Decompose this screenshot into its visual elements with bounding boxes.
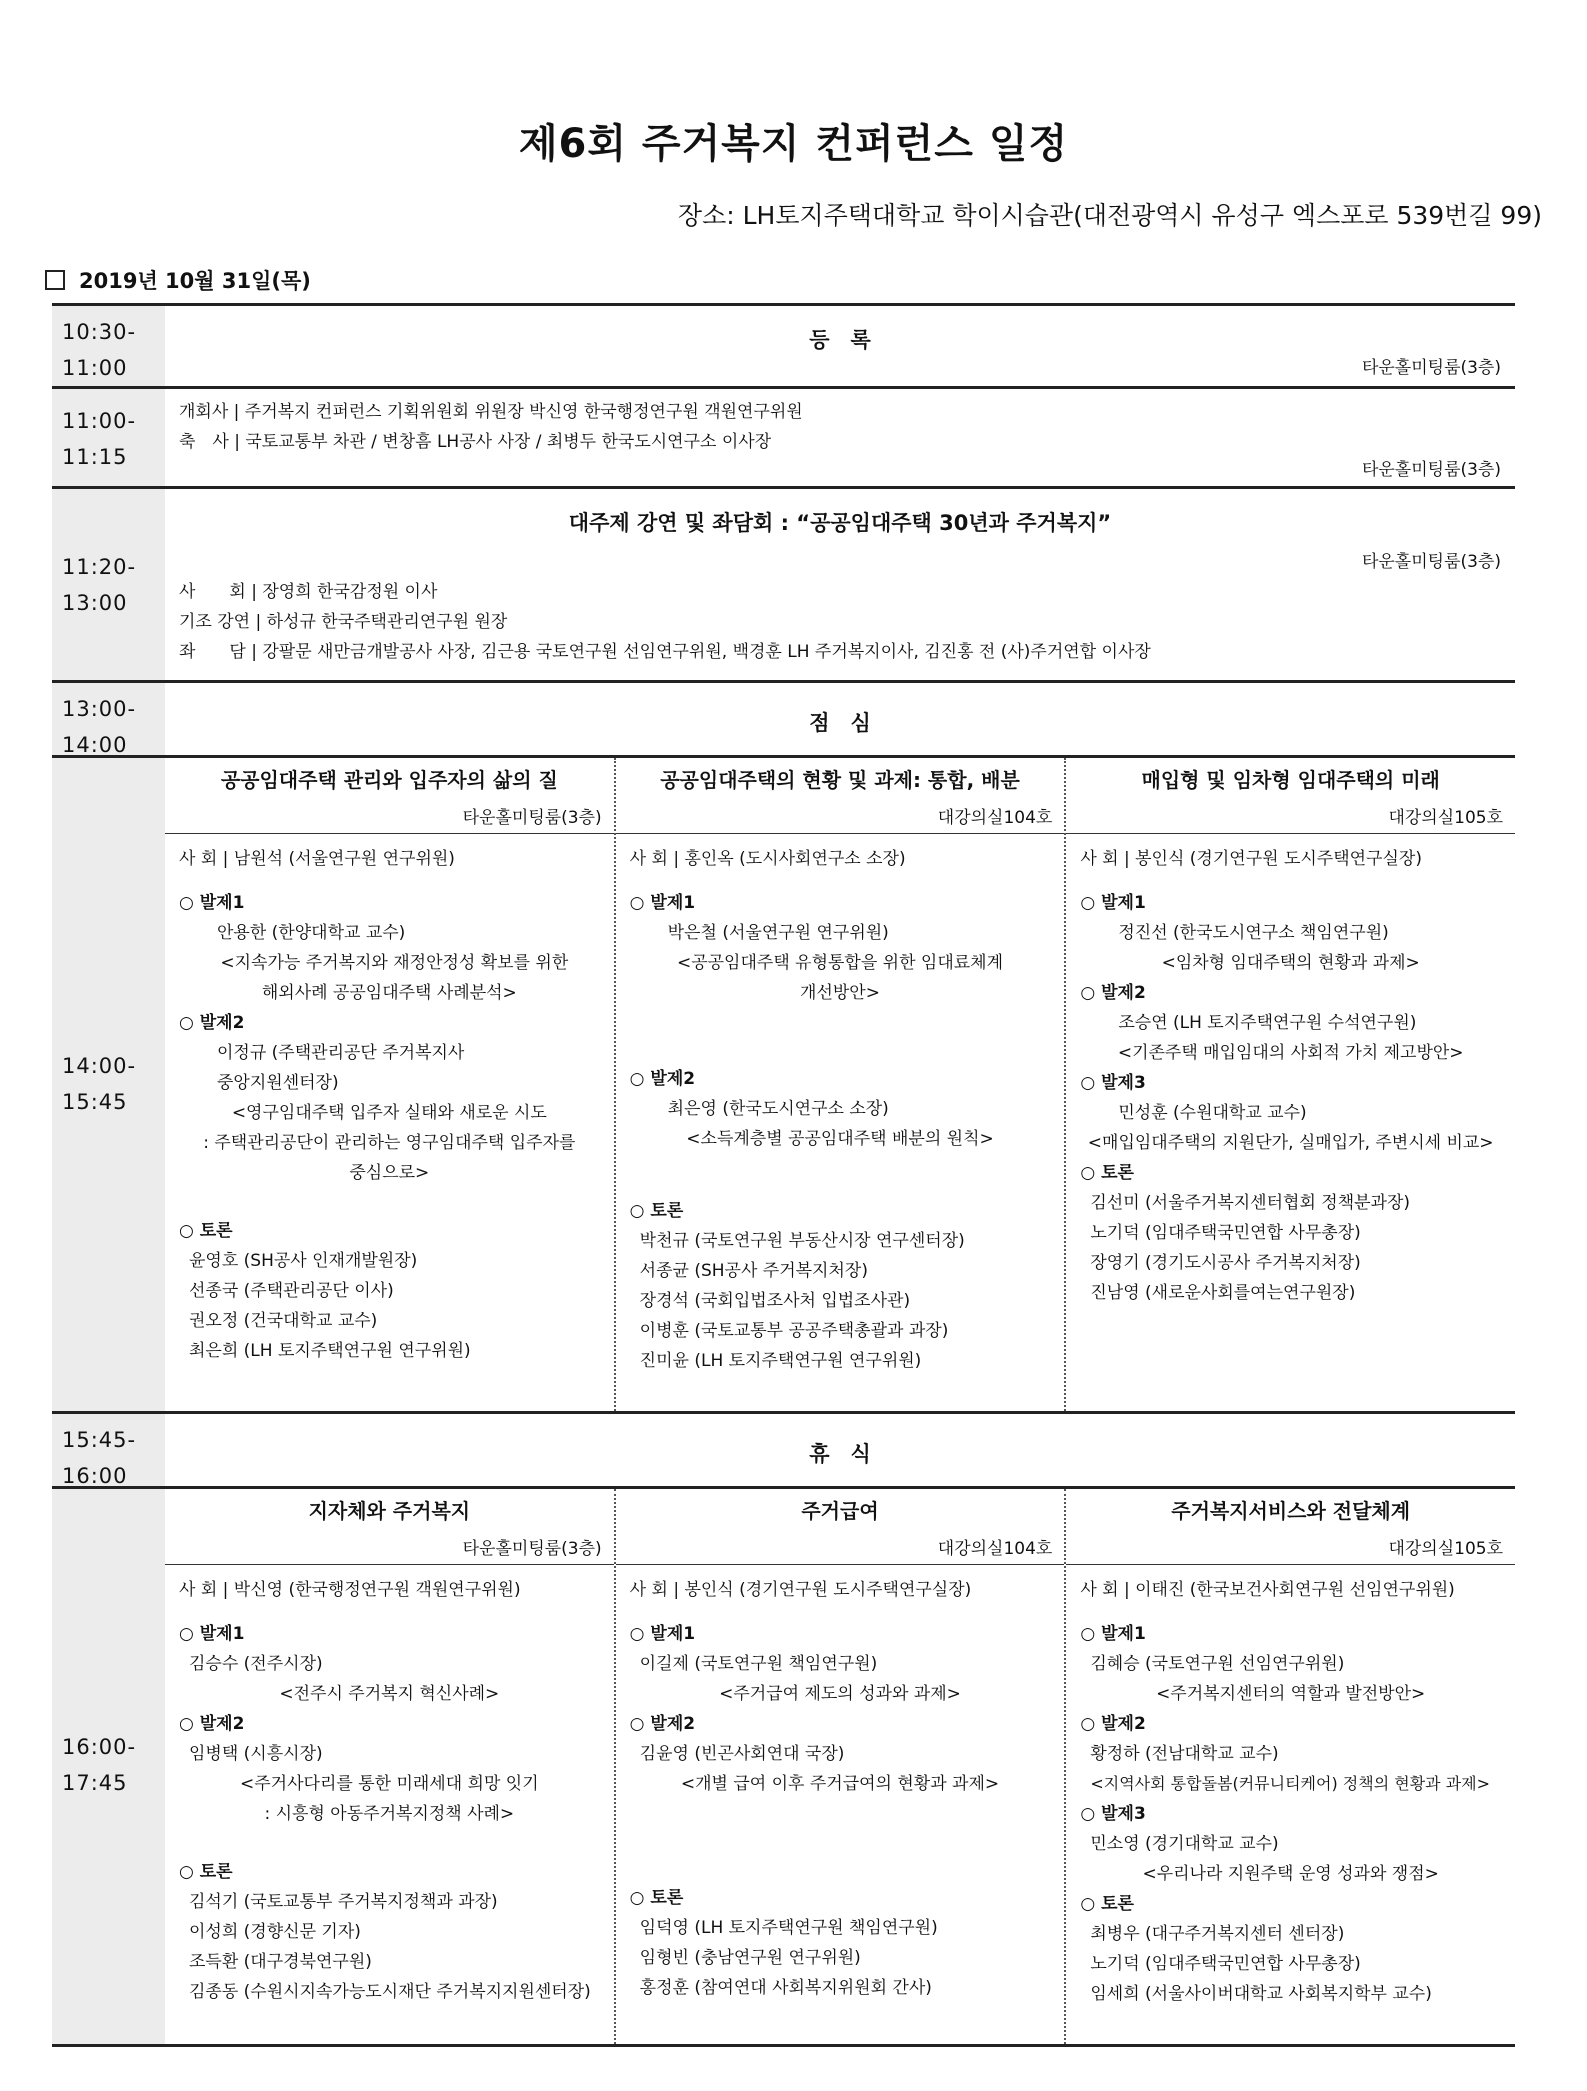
presenter: 이길제 (국토연구원 책임연구원) [639, 1654, 878, 1674]
keynote-title: 대주제 강연 및 좌담회 : “공공임대주택 30년과 주거복지” [568, 511, 1112, 535]
discussant: 임덕영 (LH 토지주택연구원 책임연구원) [639, 1918, 938, 1938]
discussant: 선종국 (주택관리공단 이사) [189, 1281, 394, 1301]
lunch-content [165, 683, 1515, 755]
discussant: 윤영호 (SH공사 인재개발원장) [189, 1251, 418, 1271]
presentation-topic: 해외사례 공공임대주택 사례분석> [261, 983, 517, 1003]
presentation-topic: 중심으로> [349, 1163, 430, 1183]
presenter: 황정하 (전남대학교 교수) [1090, 1744, 1279, 1764]
presentation-topic: <기존주택 매입임대의 사회적 가치 제고방안> [1117, 1043, 1464, 1063]
discussant: 이병훈 (국토교통부 공공주택총괄과 과장) [639, 1321, 949, 1341]
row-session-2 [52, 1486, 1515, 2044]
presentation-2-heading: ○ 발제2 [1080, 1714, 1146, 1734]
presenter: 조승연 (LH 토지주택연구원 수석연구원) [1118, 1013, 1417, 1033]
discussant: 진남영 (새로운사회를여는연구원장) [1090, 1283, 1356, 1303]
presenter: 안용한 (한양대학교 교수) [217, 923, 406, 943]
presenter: 정진선 (한국도시연구소 책임연구원) [1118, 923, 1389, 943]
discussant: 최은희 (LH 토지주택연구원 연구위원) [189, 1341, 471, 1361]
discussant: 이성희 (경향신문 기자) [189, 1922, 361, 1942]
presentation-topic: <지역사회 통합돌봄(커뮤니티케어) 정책의 현황과 과제> [1090, 1774, 1491, 1793]
presentation-2-heading: ○ 발제2 [629, 1714, 696, 1734]
presenter: 김승수 (전주시장) [189, 1654, 323, 1674]
presentation-topic: <우리나라 지원주택 운영 성과와 쟁점> [1142, 1864, 1439, 1884]
time-cell [52, 1489, 165, 2044]
presentation-topic: <주거사다리를 통한 미래세대 희망 잇기 [240, 1774, 539, 1794]
discussant: 김선미 (서울주거복지센터협회 정책분과장) [1090, 1193, 1411, 1213]
break-title: 휴 식 [809, 1442, 871, 1466]
keynote-content [165, 489, 1515, 680]
presentation-topic: <개별 급여 이후 주거급여의 현황과 과제> [680, 1774, 1000, 1794]
time-end: 13:00 [62, 591, 128, 615]
presentation-topic: <공공임대주택 유형통합을 위한 임대료체계 [676, 953, 1004, 973]
room-label: 타운홀미팅룸(3층) [1361, 460, 1501, 480]
presentation-topic: : 시흥형 아동주거복지정책 사례> [264, 1804, 515, 1824]
time-cell [52, 1414, 165, 1486]
row-opening [52, 386, 1515, 486]
discussant: 김종동 (수원시지속가능도시재단 주거복지지원센터장) [189, 1982, 591, 2002]
time-cell [52, 758, 165, 1411]
discussion-heading: ○ 토론 [179, 1862, 233, 1882]
presentation-3-heading: ○ 발제3 [1080, 1073, 1146, 1093]
discussant: 장영기 (경기도시공사 주거복지처장) [1090, 1253, 1361, 1273]
row-lunch [52, 680, 1515, 755]
presentation-2-heading: ○ 발제2 [1080, 983, 1146, 1003]
presenter: 중앙지원센터장) [217, 1073, 339, 1093]
room-label: 대강의실104호 [937, 1539, 1053, 1559]
time-end: 15:45 [62, 1090, 128, 1114]
registration-title: 등 록 [809, 328, 871, 352]
venue: 장소: LH토지주택대학교 학이시습관(대전광역시 유성구 엑스포로 539번길 99) [677, 201, 1542, 230]
presenter: 민소영 (경기대학교 교수) [1090, 1834, 1279, 1854]
presentation-topic: : 주택관리공단이 관리하는 영구임대주택 입주자를 [203, 1133, 576, 1153]
discussant: 권오정 (건국대학교 교수) [189, 1311, 378, 1331]
discussant: 노기덕 (임대주택국민연합 사무총장) [1090, 1954, 1361, 1974]
keynote-panel: 좌 담 | 강팔문 새만금개발공사 사장, 김근용 국토연구원 선임연구위원, 백경훈 LH 주거복지이사, 김진홍 전 (사)주거연합 이사장 [179, 642, 1151, 662]
track-title: 매입형 및 임차형 임대주택의 미래 [1141, 768, 1440, 792]
discussion-heading: ○ 토론 [179, 1221, 233, 1241]
presenter: 김혜승 (국토연구원 선임연구위원) [1090, 1654, 1345, 1674]
discussion-heading: ○ 토론 [1080, 1894, 1134, 1914]
presenter: 민성훈 (수원대학교 교수) [1118, 1103, 1307, 1123]
checkbox-icon [45, 270, 65, 290]
presenter: 김윤영 (빈곤사회연대 국장) [639, 1744, 845, 1764]
session-1-track-1 [165, 758, 614, 1411]
row-keynote [52, 486, 1515, 680]
schedule-table [52, 303, 1515, 2047]
discussion-heading: ○ 토론 [1080, 1163, 1134, 1183]
presentation-topic: 개선방안> [800, 983, 880, 1003]
time-cell [52, 489, 165, 680]
time-cell [52, 683, 165, 755]
presentation-topic: <지속가능 주거복지와 재정안정성 확보를 위한 [220, 953, 569, 973]
time-start: 14:00- [62, 1054, 137, 1078]
date-heading [45, 265, 311, 295]
track-title: 주거복지서비스와 전달체계 [1171, 1499, 1411, 1523]
room-label: 타운홀미팅룸(3층) [462, 808, 602, 828]
keynote-speaker: 기조 강연 | 하성규 한국주택관리연구원 원장 [179, 612, 508, 632]
presentation-1-heading: ○ 발제1 [629, 893, 696, 913]
presentation-topic: <전주시 주거복지 혁신사례> [279, 1684, 500, 1704]
discussion-heading: ○ 토론 [629, 1201, 684, 1221]
presentation-1-heading: ○ 발제1 [179, 1624, 245, 1644]
discussant: 조득환 (대구경북연구원) [189, 1952, 372, 1972]
discussant: 노기덕 (임대주택국민연합 사무총장) [1090, 1223, 1361, 1243]
time-start: 10:30- [62, 320, 137, 344]
moderator: 사 회 | 박신영 (한국행정연구원 객원연구위원) [179, 1580, 521, 1600]
moderator: 사 회 | 이태진 (한국보건사회연구원 선임연구위원) [1080, 1580, 1455, 1600]
row-session-1 [52, 755, 1515, 1411]
discussant: 박천규 (국토연구원 부동산시장 연구센터장) [639, 1231, 965, 1251]
time-start: 11:20- [62, 555, 137, 579]
page-title: 제6회 주거복지 컨퍼런스 일정 [518, 121, 1069, 167]
break-content [165, 1414, 1515, 1486]
discussant: 임형빈 (충남연구원 연구위원) [639, 1948, 861, 1968]
moderator: 사 회 | 홍인옥 (도시사회연구소 소장) [629, 849, 906, 869]
discussant: 김석기 (국토교통부 주거복지정책과 과장) [189, 1892, 498, 1912]
time-end: 17:45 [62, 1771, 128, 1795]
session-2-track-3 [1064, 1489, 1515, 2044]
time-end: 16:00 [62, 1464, 128, 1488]
row-break [52, 1411, 1515, 1486]
time-end: 11:00 [62, 356, 128, 380]
presentation-2-heading: ○ 발제2 [179, 1013, 245, 1033]
congratulatory-speech: 축 사 | 국토교통부 차관 / 변창흠 LH공사 사장 / 최병두 한국도시연구소 이사장 [179, 432, 772, 452]
presentation-topic: <소득계층별 공공임대주택 배분의 원칙> [686, 1129, 994, 1149]
discussant: 서종균 (SH공사 주거복지처장) [639, 1261, 868, 1281]
presentation-1-heading: ○ 발제1 [1080, 893, 1146, 913]
presentation-2-heading: ○ 발제2 [179, 1714, 245, 1734]
time-cell [52, 306, 165, 386]
room-label: 대강의실104호 [937, 808, 1053, 828]
registration-content [165, 306, 1515, 386]
time-cell [52, 389, 165, 486]
presentation-topic: <주거복지센터의 역할과 발전방안> [1156, 1684, 1426, 1704]
session-1-track-3 [1064, 758, 1515, 1411]
room-label: 대강의실105호 [1388, 1539, 1504, 1559]
discussant: 진미윤 (LH 토지주택연구원 연구위원) [639, 1351, 922, 1371]
session-2-track-1 [165, 1489, 614, 2044]
track-title: 공공임대주택 관리와 입주자의 삶의 질 [220, 768, 558, 792]
room-label: 타운홀미팅룸(3층) [462, 1539, 602, 1559]
time-end: 11:15 [62, 445, 128, 469]
session-2-track-2 [614, 1489, 1065, 2044]
row-registration [52, 306, 1515, 386]
opening-speech: 개회사 | 주거복지 컨퍼런스 기획위원회 위원장 박신영 한국행정연구원 객원연구위원 [179, 402, 803, 422]
presentation-topic: <임차형 임대주택의 현황과 과제> [1161, 953, 1420, 973]
date-text: 2019년 10월 31일(목) [79, 269, 311, 293]
discussant: 임세희 (서울사이버대학교 사회복지학부 교수) [1090, 1984, 1432, 2004]
time-start: 11:00- [62, 409, 137, 433]
track-title: 주거급여 [801, 1499, 879, 1523]
presentation-topic: <영구임대주택 입주자 실태와 새로운 시도 [231, 1103, 547, 1123]
presentation-1-heading: ○ 발제1 [1080, 1624, 1146, 1644]
track-title: 공공임대주택의 현황 및 과제: 통합, 배분 [660, 768, 1020, 792]
room-label: 타운홀미팅룸(3층) [1361, 552, 1501, 572]
discussant: 장경석 (국회입법조사처 입법조사관) [639, 1291, 911, 1311]
session-1-track-2 [614, 758, 1065, 1411]
presentation-1-heading: ○ 발제1 [629, 1624, 696, 1644]
presentation-1-heading: ○ 발제1 [179, 893, 245, 913]
time-start: 13:00- [62, 697, 137, 721]
presentation-topic: <주거급여 제도의 성과와 과제> [719, 1684, 961, 1704]
room-label: 타운홀미팅룸(3층) [1361, 358, 1501, 378]
discussion-heading: ○ 토론 [629, 1888, 684, 1908]
discussant: 홍정훈 (참여연대 사회복지위원회 간사) [639, 1978, 932, 1998]
presenter: 박은철 (서울연구원 연구위원) [667, 923, 889, 943]
track-title: 지자체와 주거복지 [308, 1499, 471, 1523]
opening-content [165, 389, 1515, 486]
lunch-title: 점 심 [809, 711, 871, 735]
moderator: 사 회 | 봉인식 (경기연구원 도시주택연구실장) [629, 1580, 972, 1600]
session-1-content [165, 758, 1515, 1411]
keynote-moderator: 사 회 | 장영희 한국감정원 이사 [179, 582, 438, 602]
session-2-content [165, 1489, 1515, 2044]
presentation-topic: <매입임대주택의 지원단가, 실매입가, 주변시세 비교> [1087, 1133, 1494, 1153]
presenter: 이정규 (주택관리공단 주거복지사 [217, 1043, 465, 1063]
presentation-3-heading: ○ 발제3 [1080, 1804, 1146, 1824]
time-start: 15:45- [62, 1428, 137, 1452]
time-start: 16:00- [62, 1735, 137, 1759]
moderator: 사 회 | 남원석 (서울연구원 연구위원) [179, 849, 455, 869]
room-label: 대강의실105호 [1388, 808, 1504, 828]
presenter: 임병택 (시흥시장) [189, 1744, 323, 1764]
time-end: 14:00 [62, 733, 128, 757]
presentation-2-heading: ○ 발제2 [629, 1069, 696, 1089]
presenter: 최은영 (한국도시연구소 소장) [667, 1099, 889, 1119]
moderator: 사 회 | 봉인식 (경기연구원 도시주택연구실장) [1080, 849, 1422, 869]
discussant: 최병우 (대구주거복지센터 센터장) [1090, 1924, 1345, 1944]
